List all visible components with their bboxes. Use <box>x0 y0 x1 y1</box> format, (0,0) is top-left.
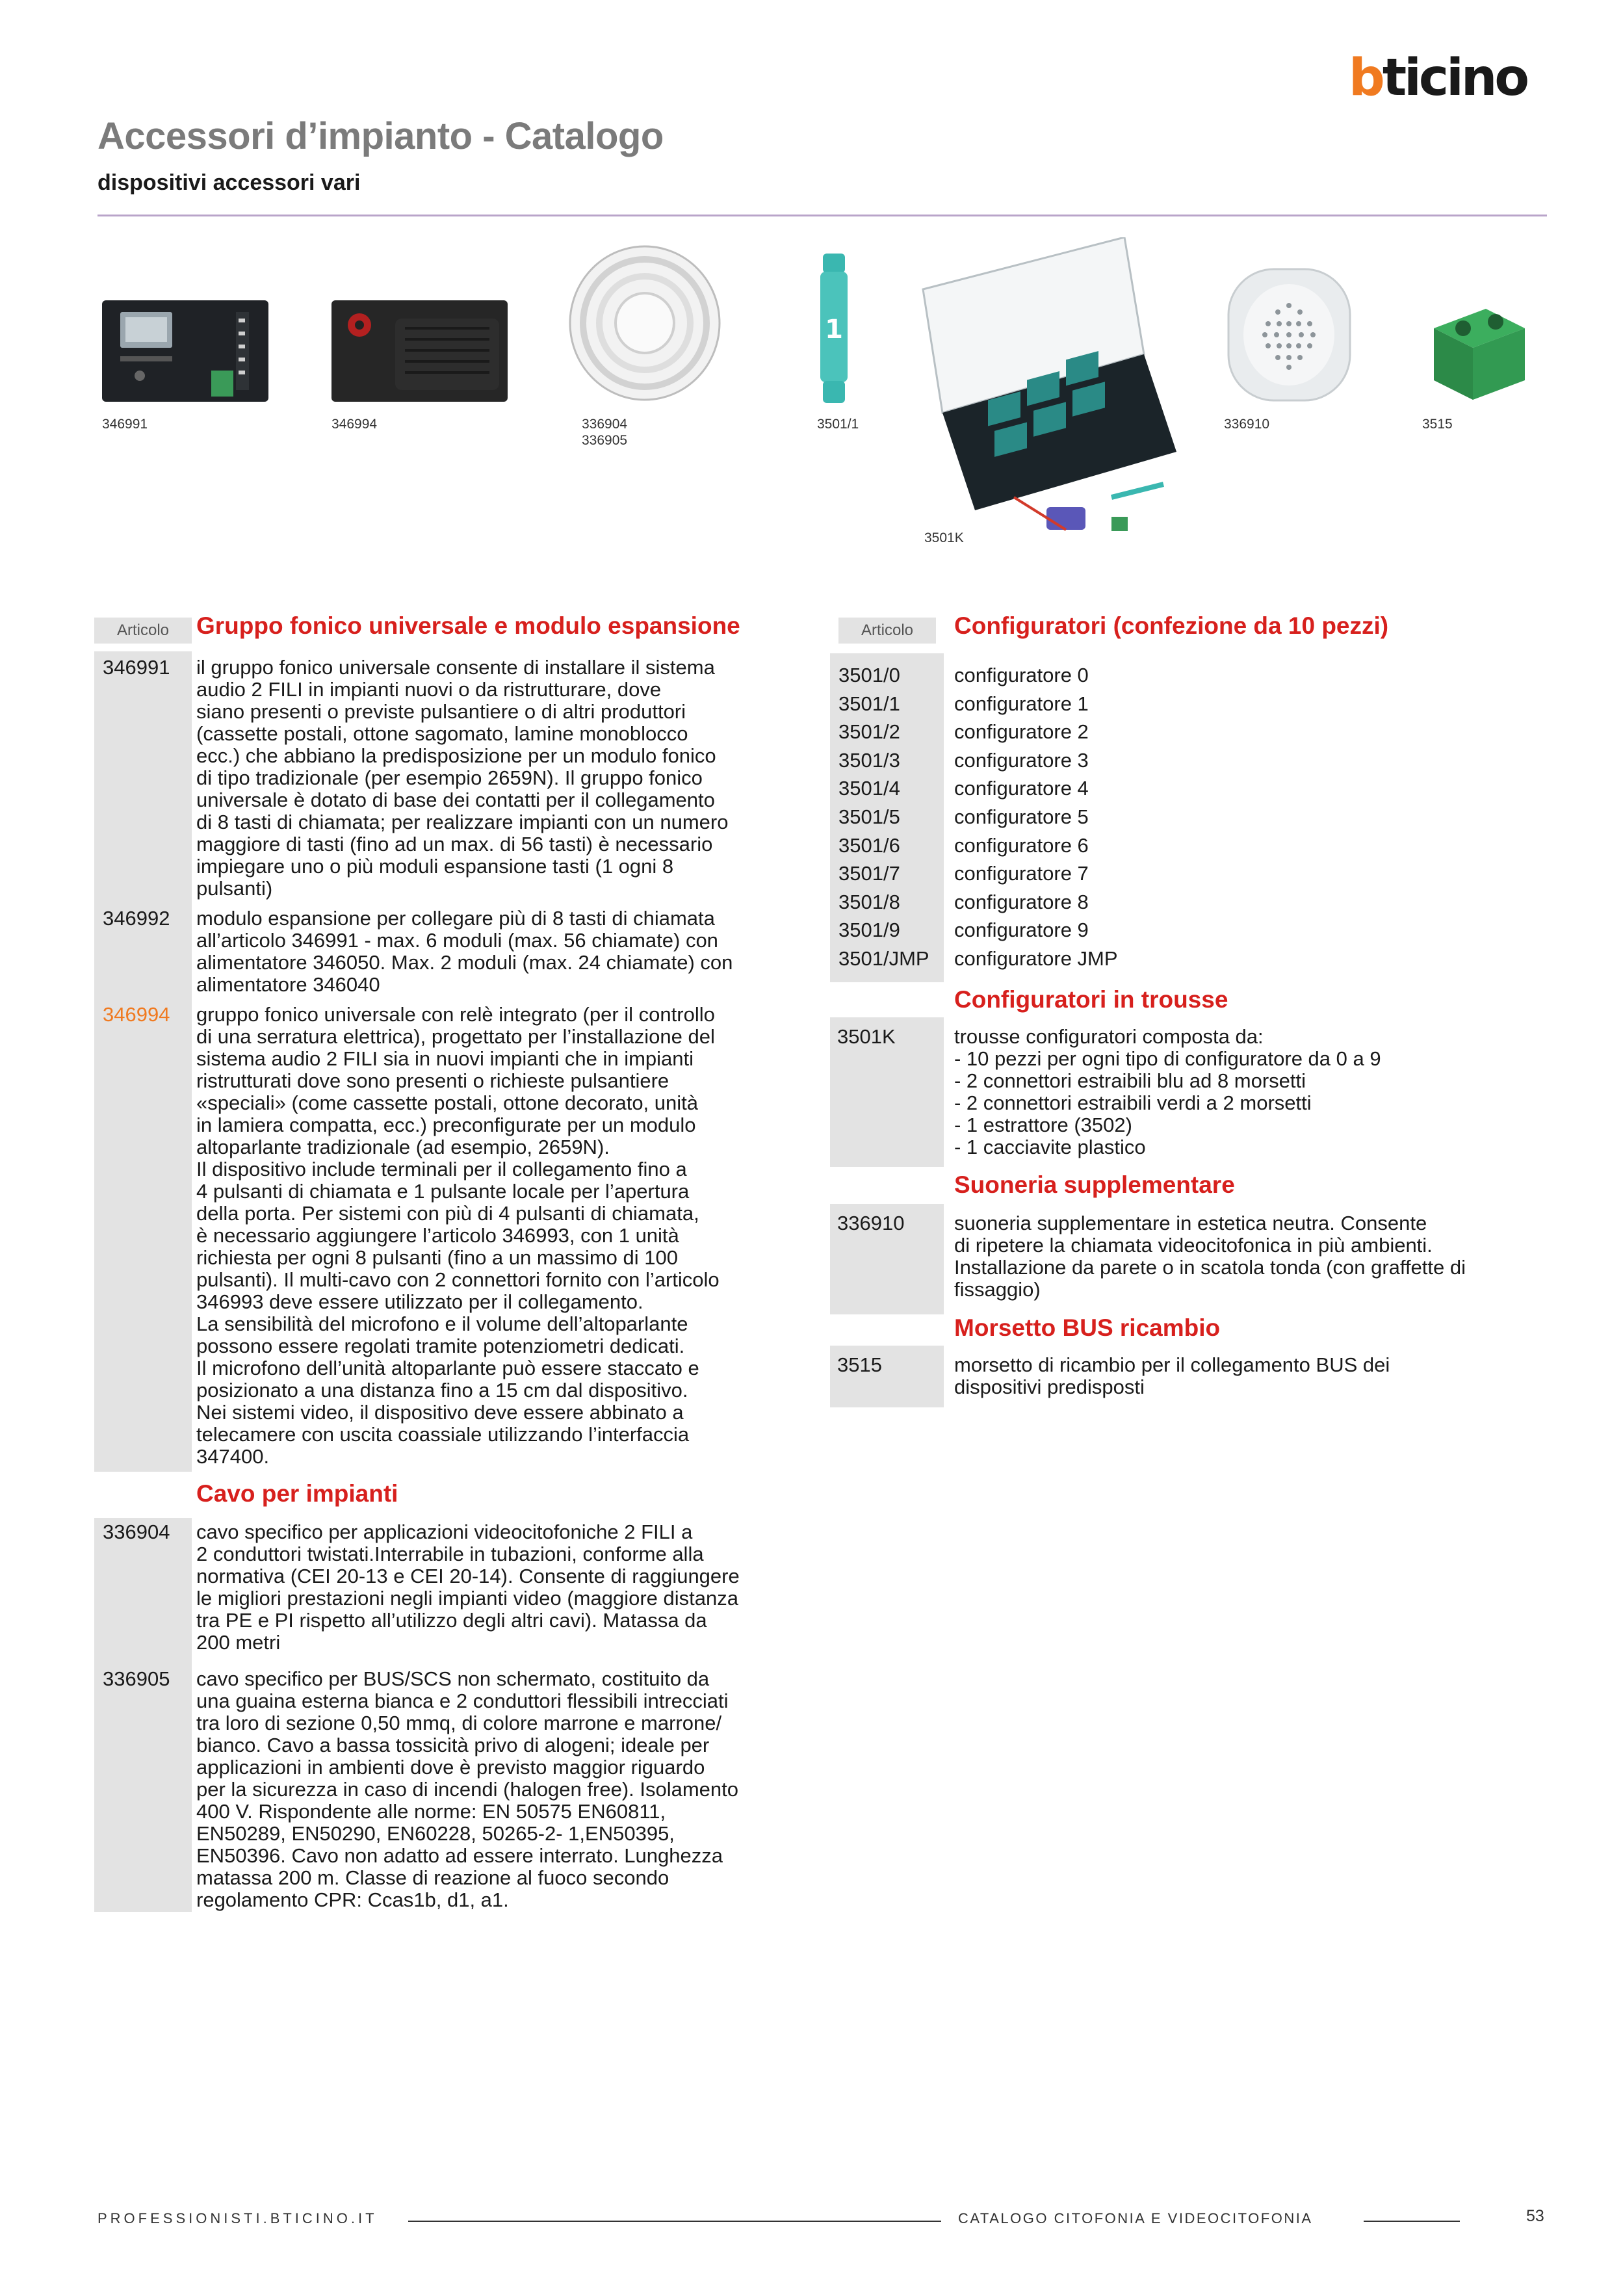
product-image-346991 <box>101 299 270 403</box>
config-code: 3501/5 <box>838 805 900 828</box>
header-divider <box>97 215 1547 216</box>
config-desc: configuratore 5 <box>954 805 1089 828</box>
config-desc: configuratore 0 <box>954 664 1089 686</box>
config-desc: configuratore 9 <box>954 919 1089 941</box>
article-code-3515: 3515 <box>837 1353 882 1376</box>
section-title-morsetto-bus: Morsetto BUS ricambio <box>954 1314 1221 1341</box>
config-code: 3501/4 <box>838 777 900 800</box>
product-code-346994: 346994 <box>331 417 378 432</box>
footer-rule <box>1364 2221 1460 2222</box>
product-code-3501-1: 3501/1 <box>817 417 859 432</box>
config-desc: configuratore 7 <box>954 862 1089 885</box>
article-desc-3515: morsetto di ricambio per il collegamento BUS dei dispositivi predisposti <box>954 1353 1390 1398</box>
section-title-cavo-impianti: Cavo per impianti <box>196 1480 398 1507</box>
article-header-right: Articolo <box>838 618 936 644</box>
section-title-suoneria: Suoneria supplementare <box>954 1171 1235 1198</box>
product-image-3501k-trousse <box>916 237 1189 536</box>
config-code: 3501/2 <box>838 720 900 743</box>
config-code: 3501/9 <box>838 919 900 941</box>
article-desc-346992: modulo espansione per collegare più di 8 tasti di chiamata all’articolo 346991 - max. 6 moduli (max. 56 chiamate) con alimentatore 346050. Max. 2 moduli (max. 24 chiamate) con alimentatore 346040 <box>196 907 733 996</box>
footer-catalog-title: CATALOGO CITOFONIA E VIDEOCITOFONIA <box>958 2210 1313 2226</box>
article-desc-336904: cavo specifico per applicazioni videocitofoniche 2 FILI a 2 conduttori twistati.Interrabile in tubazioni, conforme alla normativa (CEI 20-13 e CEI 20-14). Consente di raggiungere le migliori prestazioni negli impianti video (maggiore distanza tra PE e PI rispetto all’utilizzo degli altri cavi). Matassa da 200 metri <box>196 1520 740 1654</box>
product-image-346994 <box>330 299 509 403</box>
article-desc-346994: gruppo fonico universale con relè integrato (per il controllo di una serratura elettrica), progettato per l’installazione del sistema audio 2 FILI sia in nuovi impianti che in impianti ristrutturati dove sono presenti o richieste pulsantiere «speciali» (come cassette postali, ottone decorato, unità in lamiera compatta, ecc.) preconfigurate per un modulo altoparlante tradizionale (ad esempio, 2659N). Il dispositivo include terminali per il collegamento fino a 4 pulsanti di chiamata e 1 pulsante locale per l’apertura della porta. Per sistemi con più di 4 pulsanti di chiamata, è necessario aggiungere l’articolo 346993, con 1 unità richiesta per ogni 8 pulsanti (fino a un massimo di 100 pulsanti). Il multi-cavo con 2 connettori fornito con l’articolo 346993 deve essere utilizzato per il collegamento. La sensibilità del microfono e il volume dell’altoparlante possono essere regolati tramite potenziometri dedicati. Il microfono dell’unità altoparlante può essere staccato e posizionato a una distanza fino a 15 cm dal dispositivo. Nei sistemi video, il dispositivo deve essere abbinato a telecamere con uscita coassiale utilizzando l’interfaccia 347400. <box>196 1003 720 1468</box>
page-title: Accessori d’impianto - Catalogo <box>97 115 664 157</box>
product-code-3501k: 3501K <box>924 530 964 545</box>
article-code-346991: 346991 <box>103 656 170 679</box>
article-desc-336905: cavo specifico per BUS/SCS non schermato, costituito da una guaina esterna bianca e 2 conduttori flessibili intrecciati tra loro di sezione 0,50 mmq, di colore marrone e marrone/ bianco. Cavo a bassa tossicità privo di alogeni; ideale per applicazioni in ambienti dove è previsto maggior riguardo per la sicurezza in caso di incendi (halogen free). Isolamento 400 V. Rispondente alle norme: EN 50575 EN60811, EN50289, EN50290, EN60228, 50265-2- 1,EN50395, EN50396. Cavo non adatto ad essere interrato. Lunghezza matassa 200 m. Classe di reazione al fuoco secondo regolamento CPR: Ccas1b, d1, a1. <box>196 1667 739 1911</box>
config-desc: configuratore 6 <box>954 834 1089 857</box>
article-desc-346991: il gruppo fonico universale consente di installare il sistema audio 2 FILI in impianti nuovi o da ristrutturare, dove siano presenti o previste pulsantiere o di altri produttori (cassette postali, ottone sagomato, lamine monoblocco ecc.) che abbiano la predisposizione per un modulo fonico di tipo tradizionale (per esempio 2659N). Il gruppo fonico universale è dotato di base dei contatti per il collegamento di 8 tasti di chiamata; per realizzare impianti con un numero maggiore di tasti (fino ad un max. di 56 tasti) è necessario impiegare uno o più moduli espansione tasti (1 ogni 8 pulsanti) <box>196 656 729 900</box>
config-desc: configuratore JMP <box>954 947 1118 970</box>
product-code-336910: 336910 <box>1224 417 1270 432</box>
section-title-configuratori-trousse: Configuratori in trousse <box>954 986 1228 1013</box>
config-code: 3501/6 <box>838 834 900 857</box>
config-code: 3501/3 <box>838 749 900 772</box>
article-code-346992: 346992 <box>103 907 170 930</box>
article-code-336905: 336905 <box>103 1667 170 1690</box>
config-desc: configuratore 2 <box>954 720 1089 743</box>
config-desc: configuratore 3 <box>954 749 1089 772</box>
svg-text:1: 1 <box>825 315 843 345</box>
article-desc-3501k: trousse configuratori composta da: - 10 pezzi per ogni tipo di configuratore da 0 a 9 - 2 connettori estraibili blu ad 8 morsetti - 2 connettori estraibili verdi a 2 morsetti - 1 estrattore (3502) - 1 cacciavite plastico <box>954 1025 1381 1158</box>
footer-website: PROFESSIONISTI.BTICINO.IT <box>97 2210 378 2226</box>
product-code-3515: 3515 <box>1422 417 1453 432</box>
config-code: 3501/1 <box>838 692 900 715</box>
config-code: 3501/JMP <box>838 947 929 970</box>
config-desc: configuratore 4 <box>954 777 1089 800</box>
product-code-346991: 346991 <box>102 417 148 432</box>
page-number: 53 <box>1526 2207 1544 2225</box>
article-header-left: Articolo <box>94 618 192 644</box>
config-desc: configuratore 1 <box>954 692 1089 715</box>
section-title-gruppo-fonico: Gruppo fonico universale e modulo espansione <box>196 612 740 639</box>
config-code: 3501/8 <box>838 891 900 913</box>
article-code-346994: 346994 <box>103 1003 170 1026</box>
product-image-3501-1 <box>818 254 850 403</box>
article-code-3501k: 3501K <box>837 1025 896 1048</box>
article-code-336910: 336910 <box>837 1212 905 1234</box>
config-code: 3501/0 <box>838 664 900 686</box>
product-code-336905: 336905 <box>582 433 628 448</box>
config-code: 3501/7 <box>838 862 900 885</box>
article-desc-336910: suoneria supplementare in estetica neutra. Consente di ripetere la chiamata videocitofonica in più ambienti. Installazione da parete o in scatola tonda (con graffette di fissaggio) <box>954 1212 1466 1301</box>
article-code-336904: 336904 <box>103 1520 170 1543</box>
product-image-3515 <box>1427 302 1531 403</box>
footer-rule <box>408 2221 941 2222</box>
page-subtitle: dispositivi accessori vari <box>97 170 361 195</box>
product-image-cable-coil <box>567 244 723 403</box>
code-column-bg <box>94 1518 192 1912</box>
bticino-logo: b ticino <box>1349 49 1527 107</box>
product-code-336904: 336904 <box>582 417 628 432</box>
code-column-bg <box>94 651 192 1472</box>
product-image-336910 <box>1226 267 1353 403</box>
section-title-configuratori: Configuratori (confezione da 10 pezzi) <box>954 612 1389 639</box>
config-desc: configuratore 8 <box>954 891 1089 913</box>
